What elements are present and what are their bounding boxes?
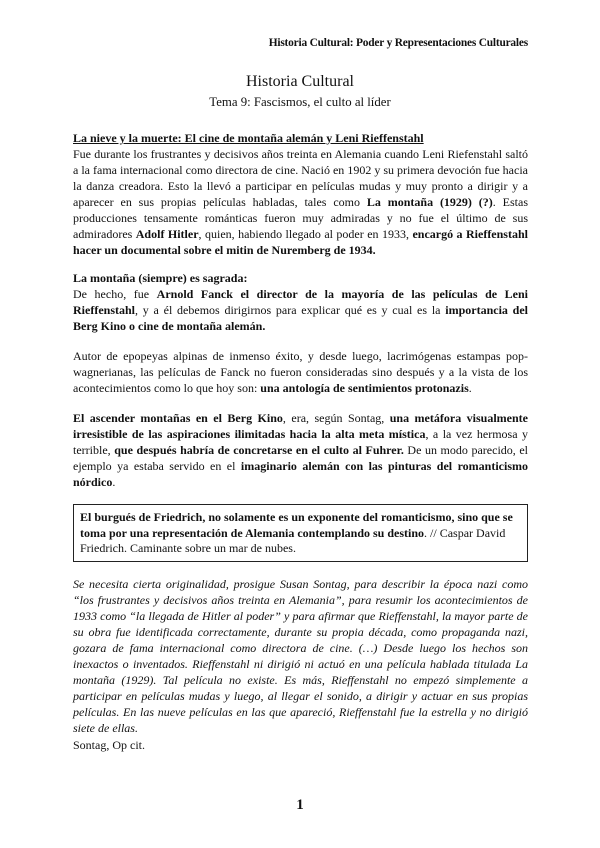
paragraph-fanck: De hecho, fue Arnold Fanck el director de la mayoría de las películas de Leni Rieffenstahl, y a él debemos dirigirnos para explicar qué es y cual es la importancia del Berg Kino o cine de montaña alemán. bbox=[73, 287, 529, 333]
paragraph-berg-kino: El ascender montañas en el Berg Kino, era, según Sontag, una metáfora visualmente irresistible de las aspiraciones ilimitadas hacia la alta meta mística, a la vez hermosa y terrible, que después habría de concretarse en el culto al Fuhrer. De un modo parecido, el ejemplo ya estaba servido en el imaginario alemán con las pinturas del romanticismo nórdico. bbox=[73, 411, 529, 489]
paragraph-epopeyas: Autor de epopeyas alpinas de inmenso éxito, y desde luego, lacrimógenas estampas pop-wagnerianas, las películas de Fanck no fueron consideradas sino después y a la vista de los acontecimientos como lo que hoy son: una antología de sentimientos protonazis. bbox=[73, 349, 528, 395]
section-heading-montana: La montaña (siempre) es sagrada: bbox=[73, 271, 248, 285]
paragraph-intro: Fue durante los frustrantes y decisivos años treinta en Alemania cuando Leni Riefenstahl saltó a la fama internacional como directora de cine. Nació en 1902 y su primera devoción fue hacia la danza creadora. Esto la llevó a participar en películas mudas y muy pronto a dirigir y a aparecer en sus propias películas habladas, tales como La montaña (1929) (?). Estas producciones tensamente románticas fueron muy admiradas y no fue el último de sus admiradores Adolf Hitler, quien, habiendo llegado al poder en 1933, encargó a Rieffenstahl hacer un documental sobre el mitin de Nuremberg de 1934. bbox=[73, 147, 528, 257]
citation-text: Se necesita cierta originalidad, prosigue Susan Sontag, para describir la época nazi como “los frustrantes y decisivos años treinta en Alemania”, para resumir los acontecimientos de 1933 como “la llegada de Hitler al poder” y para afirmar que Rieffenstahl, la mayor parte de su obra fue identificada correctamente, durante su propia década, como propaganda nazi, gozara de fama internacional como directora de cine. (…) Desde luego los hechos son inexactos o inventados. Rieffenstahl ni dirigió ni actuó en una película hablada titulada La montaña (1929). Tal película no existe. Es más, Rieffenstahl no empezó simplemente a participar en películas mudas y luego, al llegar el sonido, a dirigir y actuar en sus propias películas. En las nueve películas en las que apareció, Rieffenstahl fue la estrella y no dirigió siete de ellas. bbox=[73, 576, 528, 735]
friedrich-quote-box: El burgués de Friedrich, no solamente es un exponente del romanticismo, sino que se toma por una representación de Alemania contemplando su destino. // Caspar David Friedrich. Caminante sobre un mar de nubes. bbox=[73, 504, 528, 562]
document-body bbox=[73, 130, 528, 753]
running-header: Historia Cultural: Poder y Representaciones Culturales bbox=[268, 37, 528, 49]
page-subtitle: Tema 9: Fascismos, el culto al líder bbox=[209, 95, 391, 109]
page-number: 1 bbox=[296, 797, 304, 813]
citation-source: Sontag, Op cit. bbox=[73, 737, 145, 752]
sontag-citation bbox=[73, 576, 528, 736]
section-heading-nieve: La nieve y la muerte: El cine de montaña alemán y Leni Rieffenstahl bbox=[73, 131, 424, 145]
page-title: Historia Cultural bbox=[246, 73, 354, 90]
